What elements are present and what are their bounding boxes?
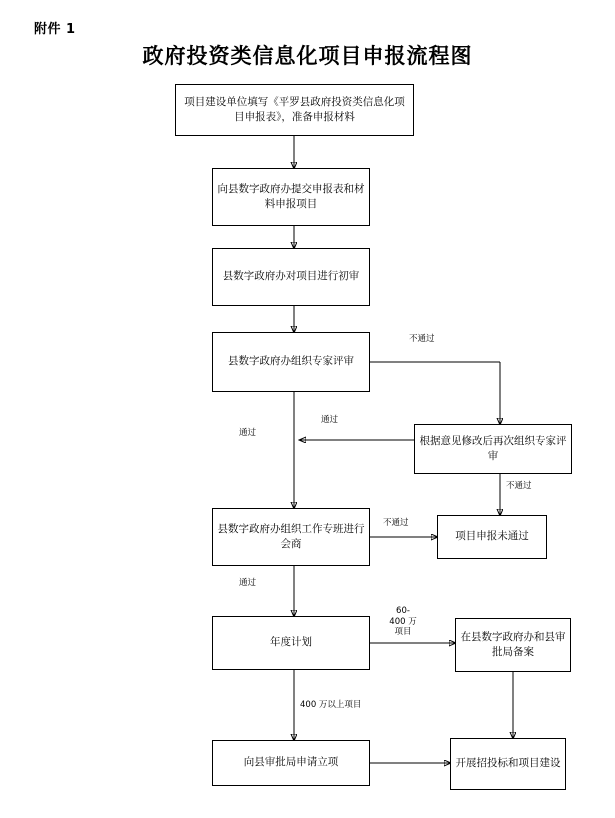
flow-node-application-form: 项目建设单位填写《平罗县政府投资类信息化项目申报表》，准备申报材料 (175, 84, 414, 136)
flow-node-work-team-consultation: 县数字政府办组织工作专班进行会商 (212, 508, 370, 566)
attachment-label: 附件 1 (34, 22, 76, 37)
edge-label-pass-expert-review: 通过 (239, 428, 257, 438)
flow-node-submit-to-office: 向县数字政府办提交申报表和材料申报项目 (212, 168, 370, 226)
edge-label-over-400-wan-project: 400 万以上项目 (300, 700, 362, 710)
edge-label-pass-consultation: 通过 (239, 578, 257, 588)
flow-node-revise-and-rereview: 根据意见修改后再次组织专家评审 (414, 424, 572, 474)
flow-node-apply-project-approval: 向县审批局申请立项 (212, 740, 370, 786)
page-title: 政府投资类信息化项目申报流程图 (142, 44, 473, 68)
edge-label-fail-consultation: 不通过 (383, 518, 409, 528)
edge-label-pass-rereview: 通过 (321, 415, 339, 425)
edge-label-60-400-wan-project: 60-400 万项目 (387, 606, 419, 638)
flow-node-expert-review: 县数字政府办组织专家评审 (212, 332, 370, 392)
flow-node-record-filing: 在县数字政府办和县审批局备案 (455, 618, 571, 672)
edge-label-fail-rereview: 不通过 (506, 481, 532, 491)
flow-node-annual-plan: 年度计划 (212, 616, 370, 670)
edge-label-fail-expert-review: 不通过 (409, 334, 435, 344)
flow-node-bidding-and-construction: 开展招投标和项目建设 (450, 738, 566, 790)
flow-node-initial-review: 县数字政府办对项目进行初审 (212, 248, 370, 306)
flow-node-application-rejected: 项目申报未通过 (437, 515, 547, 559)
